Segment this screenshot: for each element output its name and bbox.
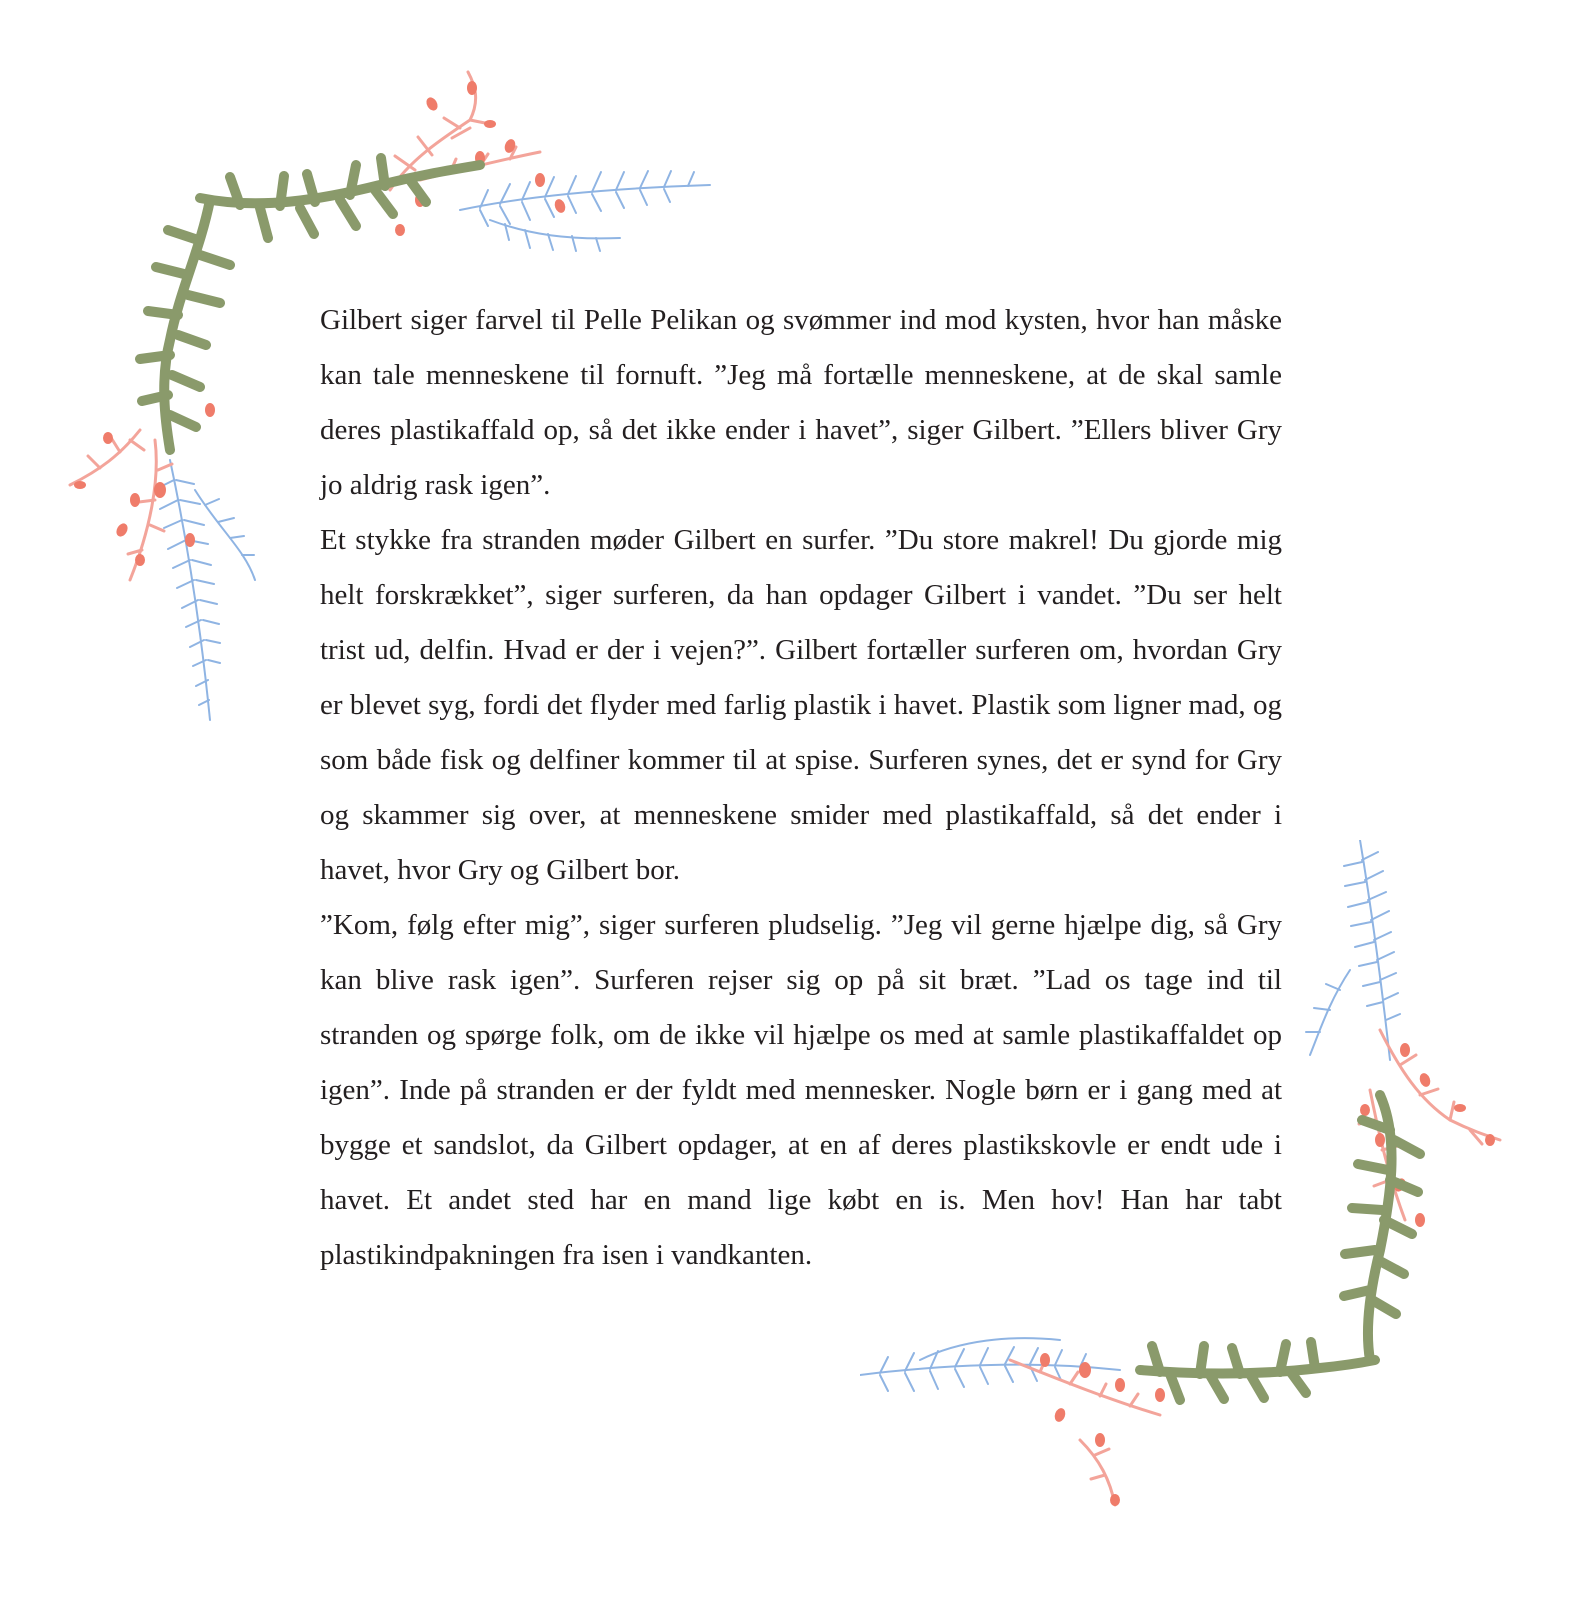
story-paragraph-1: Gilbert siger farvel til Pelle Pelikan og svømmer ind mod kysten, hvor han måske kan tale menneskene til fornuft. ”Jeg må fortælle menneskene, at de skal samle deres plastikaffald op, så det ikke ender i havet”, siger Gilbert. ”Ellers bliver Gry jo aldrig rask igen”. xyxy=(320,304,1282,501)
story-paragraph-3: ”Kom, følg efter mig”, siger surferen pludselig. ”Jeg vil gerne hjælpe dig, så Gry kan blive rask igen”. Surferen rejser sig op på sit bræt. ”Lad os tage ind til stranden og spørge folk, om de ikke vil hjælpe os med at samle plastikaffaldet op igen”. Inde på stranden er der fyldt med mennesker. Nogle børn er i gang med at bygge et sandslot, da Gilbert opdager, at en af deres plastikskovle er endt ude i havet. Et andet sted har en mand lige købt en is. Men hov! Han har tabt plastikindpakningen fra isen i vandkanten. xyxy=(320,909,1282,1271)
story-paragraph-2: Et stykke fra stranden møder Gilbert en surfer. ”Du store makrel! Du gjorde mig helt forskrækket”, siger surferen, da han opdager Gilbert i vandet. ”Du ser helt trist ud, delfin. Hvad er der i vejen?”. Gilbert fortæller surferen om, hvordan Gry er blevet syg, fordi det flyder med farlig plastik i havet. Plastik som ligner mad, og som både fisk og delfiner kommer til at spise. Surferen synes, det er synd for Gry og skammer sig over, at menneskene smider med plastikaffald, så det ender i havet, hvor Gry og Gilbert bor. xyxy=(320,524,1282,886)
story-text xyxy=(320,293,1282,1283)
